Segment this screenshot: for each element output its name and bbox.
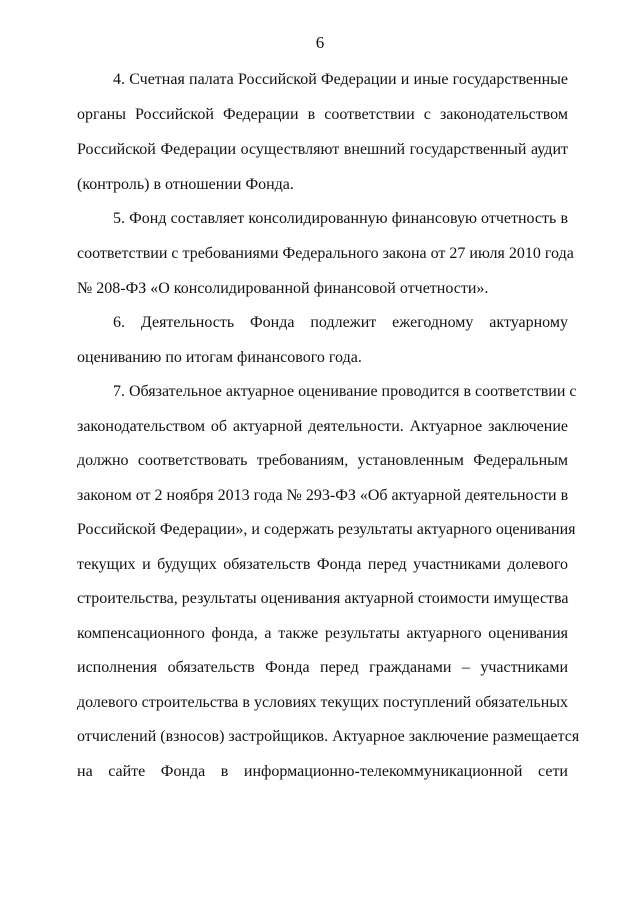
page-number: 6 — [315, 33, 325, 52]
paragraph-line: № 208-ФЗ «О консолидированной финансовой отчетности». — [77, 280, 489, 297]
paragraph-line: Российской Федерации осуществляют внешний государственный аудит — [77, 141, 568, 158]
paragraph-line: компенсационного фонда, а также результаты актуарного оценивания — [77, 625, 568, 642]
paragraph-line: отчислений (взносов) застройщиков. Актуарное заключение размещается — [77, 728, 580, 745]
paragraph-line: (контроль) в отношении Фонда. — [77, 176, 294, 193]
paragraph-line: органы Российской Федерации в соответствии с законодательством — [77, 106, 568, 123]
paragraph-line: 6. Деятельность Фонда подлежит ежегодному актуарному — [113, 314, 568, 331]
paragraph-line: строительства, результаты оценивания актуарной стоимости имущества — [77, 590, 569, 607]
paragraph-line: на сайте Фонда в информационно-телекоммуникационной сети — [77, 763, 568, 780]
paragraph-line: Российской Федерации», и содержать результаты актуарного оценивания — [77, 521, 576, 538]
paragraph-line: соответствии с требованиями Федерального закона от 27 июля 2010 года — [77, 245, 574, 262]
paragraph-line: 7. Обязательное актуарное оценивание проводится в соответствии с — [113, 383, 577, 400]
paragraph-line: оцениванию по итогам финансового года. — [77, 349, 362, 366]
paragraph-line: текущих и будущих обязательств Фонда перед участниками долевого — [77, 556, 568, 573]
paragraph-line: долевого строительства в условиях текущих поступлений обязательных — [77, 694, 569, 711]
paragraph-line: исполнения обязательств Фонда перед гражданами – участниками — [77, 659, 568, 676]
paragraph-line: должно соответствовать требованиям, установленным Федеральным — [77, 452, 568, 469]
paragraph-line: законом от 2 ноября 2013 года № 293-ФЗ «Об актуарной деятельности в — [77, 487, 569, 504]
paragraph-line: 4. Счетная палата Российской Федерации и иные государственные — [113, 71, 568, 88]
paragraph-line: 5. Фонд составляет консолидированную финансовую отчетность в — [113, 210, 568, 227]
paragraph-line: законодательством об актуарной деятельности. Актуарное заключение — [77, 418, 568, 435]
